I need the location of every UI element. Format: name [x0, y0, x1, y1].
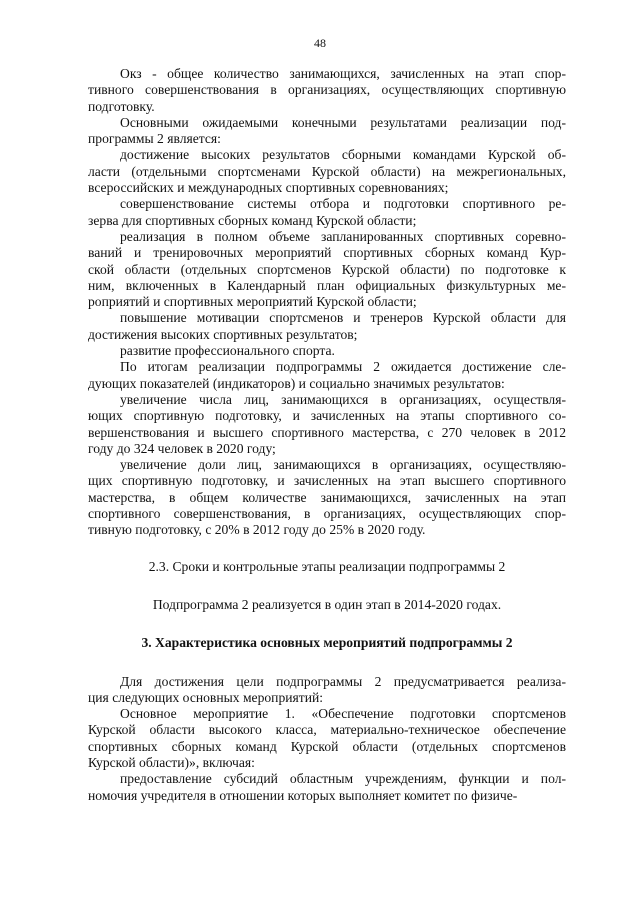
text-line: достижение высоких результатов сборными командами Курской об- — [120, 147, 566, 163]
paragraph — [88, 343, 566, 359]
text-line: спортивного совершенствования, в организациях, осуществляющих спор- — [88, 506, 566, 522]
paragraph — [88, 229, 566, 310]
paragraph — [88, 674, 566, 707]
text-line: реализация в полном объеме запланированных спортивных соревно- — [120, 228, 566, 244]
text-line: программы 2 является: — [88, 131, 221, 147]
text-line: тивного совершенствования в организациях, осуществляющих спортивную — [88, 82, 566, 98]
text-line: повышение мотивации спортсменов и тренеров Курской области для — [120, 310, 566, 326]
text-line: спортивных сборных команд Курской области (отдельных спортсменов — [88, 738, 566, 754]
text-line: щих спортивную подготовку, и зачисленных на этап высшего спортивного — [88, 473, 566, 489]
text-line: Окз - общее количество занимающихся, зачисленных на этап спор- — [120, 66, 566, 81]
text-line: году до 324 человек в 2020 году; — [88, 440, 276, 456]
text-line: увеличение доли лиц, занимающихся в организациях, осуществляю- — [120, 457, 566, 473]
text-line: Основными ожидаемыми конечными результатами реализации под- — [120, 114, 566, 130]
text-line: дующих показателей (индикаторов) и социально значимых результатов: — [88, 375, 505, 391]
paragraph — [88, 457, 566, 538]
text-line: ним, включенных в Календарный план официальных физкультурных ме- — [88, 277, 566, 293]
spacer — [88, 652, 566, 674]
text-line: увеличение числа лиц, занимающихся в организациях, осуществля- — [120, 391, 566, 407]
spacer — [88, 613, 566, 635]
text-line: Основное мероприятие 1. «Обеспечение подготовки спортсменов — [120, 706, 566, 722]
text-line: зерва для спортивных сборных команд Курской области; — [88, 212, 417, 228]
spacer — [88, 539, 566, 559]
section-heading — [88, 635, 566, 651]
text-line: ской области (отдельных спортсменов Курской области) по подготовке к — [88, 261, 566, 277]
centered-paragraph — [88, 559, 566, 575]
text-line: Курской области)», включая: — [88, 754, 255, 770]
text-line: мастерства, в общем количестве занимающихся, зачисленных на этап — [88, 489, 566, 505]
text-line: всероссийских и международных спортивных соревнованиях; — [88, 180, 449, 196]
text-line: предоставление субсидий областным учреждениям, функции и пол- — [120, 771, 566, 787]
paragraph — [88, 771, 566, 804]
paragraph — [88, 392, 566, 457]
text-line: совершенствование системы отбора и подготовки спортивного ре- — [120, 196, 566, 212]
paragraph — [88, 147, 566, 196]
text-line: Подпрограмма 2 реализуется в один этап в 2014-2020 годах. — [152, 596, 502, 612]
text-line: тивную подготовку, с 20% в 2012 году до 25% в 2020 году. — [88, 522, 426, 538]
spacer — [88, 575, 566, 597]
text-line: номочия учредителя в отношении которых выполняет комитет по физиче- — [88, 787, 518, 803]
paragraph — [88, 359, 566, 392]
document-body — [88, 66, 566, 804]
text-line: 3. Характеристика основных мероприятий подпрограммы 2 — [141, 635, 513, 651]
text-line: По итогам реализации подпрограммы 2 ожидается достижение сле- — [120, 359, 566, 375]
centered-paragraph — [88, 597, 566, 613]
text-line: ющих спортивную подготовку, и зачисленных на этапы спортивного со- — [88, 408, 566, 424]
page-number: 48 — [314, 36, 326, 50]
paragraph — [88, 115, 566, 148]
text-line: ваний и тренировочных мероприятий спортивных сборных команд Кур- — [88, 245, 566, 261]
text-line: Курской области высокого класса, материально-техническое обеспечение — [88, 722, 566, 738]
text-line: ция следующих основных мероприятий: — [88, 689, 324, 705]
text-line: развитие профессионального спорта. — [120, 343, 335, 359]
text-line: ласти (отдельными спортсменами Курской области) на межрегиональных, — [88, 163, 566, 179]
text-line: Для достижения цели подпрограммы 2 предусматривается реализа- — [120, 673, 566, 689]
text-line: роприятий и спортивных мероприятий Курской области; — [88, 294, 417, 310]
paragraph — [88, 196, 566, 229]
text-line: 2.3. Сроки и контрольные этапы реализации подпрограммы 2 — [148, 558, 506, 574]
text-line: достижения высоких спортивных результатов; — [88, 326, 358, 342]
paragraph — [88, 310, 566, 343]
paragraph — [88, 706, 566, 771]
text-line: вершенствования и высшего спортивного мастерства, с 270 человек в 2012 — [88, 424, 566, 440]
paragraph — [88, 66, 566, 115]
text-line: подготовку. — [88, 98, 155, 114]
